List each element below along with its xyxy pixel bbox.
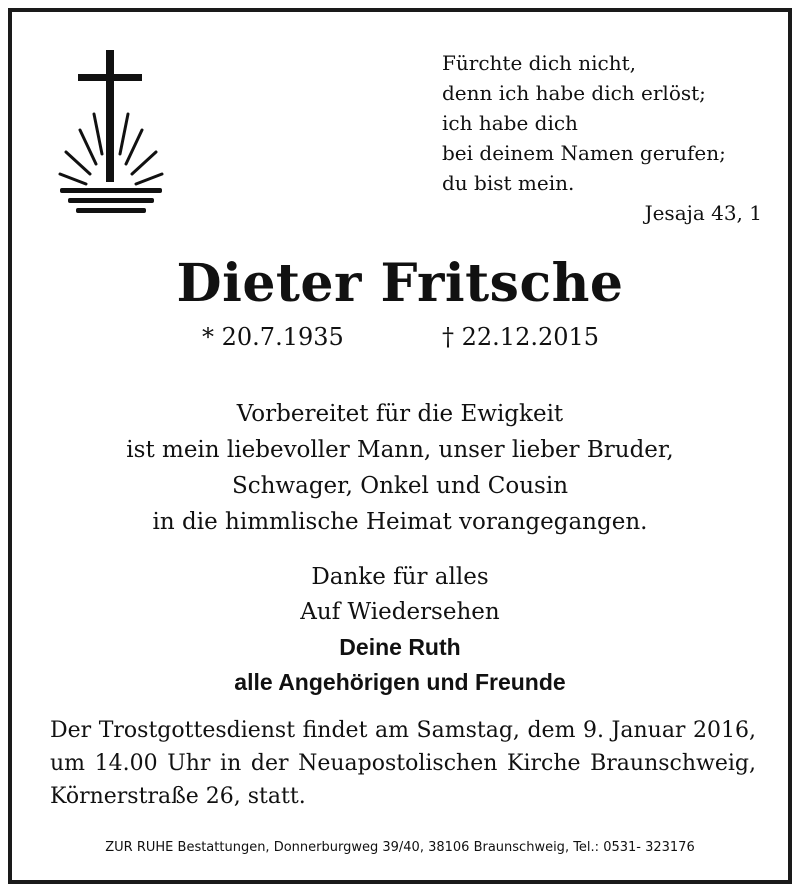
verse-line: Fürchte dich nicht, <box>442 51 637 75</box>
life-dates <box>12 320 788 354</box>
service-info: Der Trostgottesdienst findet am Samstag, dem 9. Januar 2016, um 14.00 Uhr in der Neuapostolischen Kirche Braunschweig, Körnerstraße 26, statt. <box>50 718 756 809</box>
verse-line: denn ich habe dich erlöst; <box>442 81 706 105</box>
water-lines <box>60 188 162 213</box>
death-date: † 22.12.2015 <box>442 323 600 351</box>
message-line: ist mein liebevoller Mann, unser lieber Bruder, <box>126 437 674 463</box>
cross-horizontal-beam <box>78 74 142 81</box>
bible-verse <box>442 48 772 198</box>
message-line: Vorbereitet für die Ewigkeit <box>236 401 564 427</box>
cross-sunrise-graphic <box>46 46 176 226</box>
mourner-primary: Deine Ruth <box>339 634 461 660</box>
mourner-others: alle Angehörigen und Freunde <box>234 669 566 695</box>
cross-vertical-beam <box>106 50 114 182</box>
cross-sunrise-icon <box>46 46 176 226</box>
verse-line: ich habe dich <box>442 111 578 135</box>
message-line: Schwager, Onkel und Cousin <box>231 473 569 499</box>
birth-date: * 20.7.1935 <box>202 323 344 351</box>
farewell-line: Auf Wiedersehen <box>300 599 500 625</box>
verse-line: bei deinem Namen gerufen; <box>442 141 726 165</box>
obituary-notice <box>8 8 792 884</box>
closing-words <box>12 560 788 700</box>
thanks-line: Danke für alles <box>311 564 489 590</box>
message-line: in die himmlische Heimat vorangegangen. <box>152 509 648 535</box>
verse-line: du bist mein. <box>442 171 575 195</box>
funeral-home-footer: ZUR RUHE Bestattungen, Donnerburgweg 39/40, 38106 Braunschweig, Tel.: 0531- 323176 <box>105 840 695 855</box>
announcement-message <box>12 396 788 540</box>
verse-reference: Jesaja 43, 1 <box>644 201 762 225</box>
deceased-name: Dieter Fritsche <box>176 253 624 314</box>
